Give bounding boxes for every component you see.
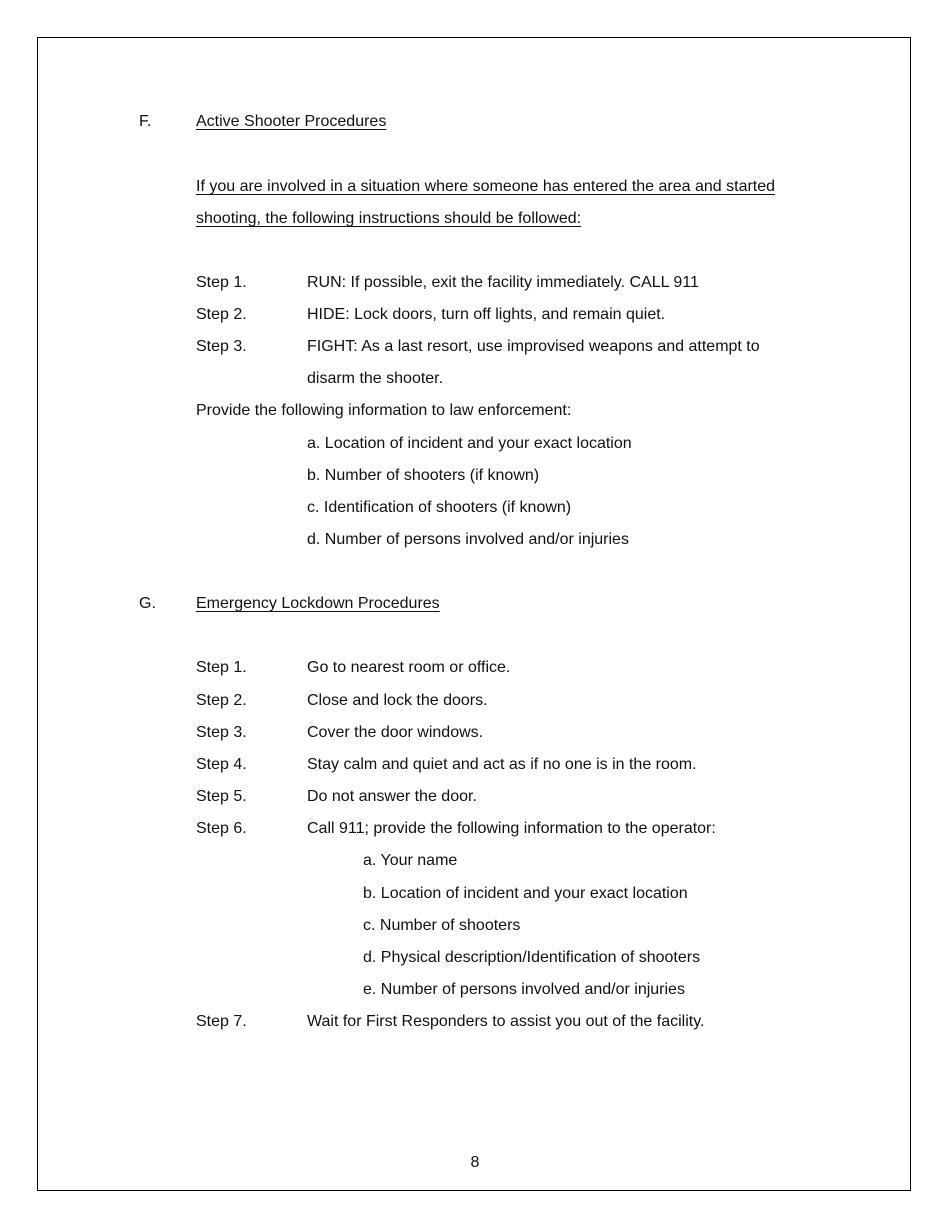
section-g-step-label: Step 4. (196, 756, 247, 773)
section-g-step-text: Close and lock the doors. (307, 692, 488, 709)
section-g-title: Emergency Lockdown Procedures (196, 595, 440, 612)
page-number: 8 (470, 1154, 480, 1171)
section-g-step-label: Step 6. (196, 820, 247, 837)
section-f-step-text: HIDE: Lock doors, turn off lights, and remain quiet. (307, 306, 666, 323)
section-g-operator-item: e. Number of persons involved and/or injuries (363, 981, 685, 998)
section-g-operator-item: b. Location of incident and your exact location (363, 885, 688, 902)
section-g-step-text: Call 911; provide the following information to the operator: (307, 820, 716, 837)
section-g-operator-item: a. Your name (363, 852, 458, 869)
section-f-step-text: FIGHT: As a last resort, use improvised weapons and attempt to (307, 338, 760, 355)
section-g-step-text: Wait for First Responders to assist you out of the facility. (307, 1013, 705, 1030)
section-f-step-label: Step 1. (196, 274, 247, 291)
section-f-info-item: d. Number of persons involved and/or injuries (307, 531, 629, 548)
section-f-step-label: Step 2. (196, 306, 247, 323)
section-g-step-label: Step 3. (196, 724, 247, 741)
section-f-intro-line1: If you are involved in a situation where someone has entered the area and started (196, 178, 776, 195)
section-f-info-item: a. Location of incident and your exact location (307, 435, 632, 452)
section-g-step-text: Go to nearest room or office. (307, 659, 511, 676)
section-g-operator-item: c. Number of shooters (363, 917, 521, 934)
section-f-step-text-continued: disarm the shooter. (307, 370, 444, 387)
section-g-step-text: Cover the door windows. (307, 724, 484, 741)
section-g-step-label: Step 7. (196, 1013, 247, 1030)
section-f-step-text: RUN: If possible, exit the facility immediately. CALL 911 (307, 274, 699, 291)
section-f-info-item: c. Identification of shooters (if known) (307, 499, 572, 516)
section-g-step-label: Step 5. (196, 788, 247, 805)
section-g-operator-item: d. Physical description/Identification of shooters (363, 949, 701, 966)
section-g-step-label: Step 1. (196, 659, 247, 676)
section-g-step-text: Stay calm and quiet and act as if no one is in the room. (307, 756, 697, 773)
section-f-letter: F. (139, 113, 152, 130)
section-f-step-label: Step 3. (196, 338, 247, 355)
section-g-step-label: Step 2. (196, 692, 247, 709)
section-g-step-text: Do not answer the door. (307, 788, 477, 805)
section-f-provide-text: Provide the following information to law enforcement: (196, 402, 572, 419)
section-f-info-item: b. Number of shooters (if known) (307, 467, 540, 484)
section-f-title: Active Shooter Procedures (196, 113, 387, 130)
section-f-intro-line2: shooting, the following instructions should be followed: (196, 210, 582, 227)
section-g-letter: G. (139, 595, 156, 612)
